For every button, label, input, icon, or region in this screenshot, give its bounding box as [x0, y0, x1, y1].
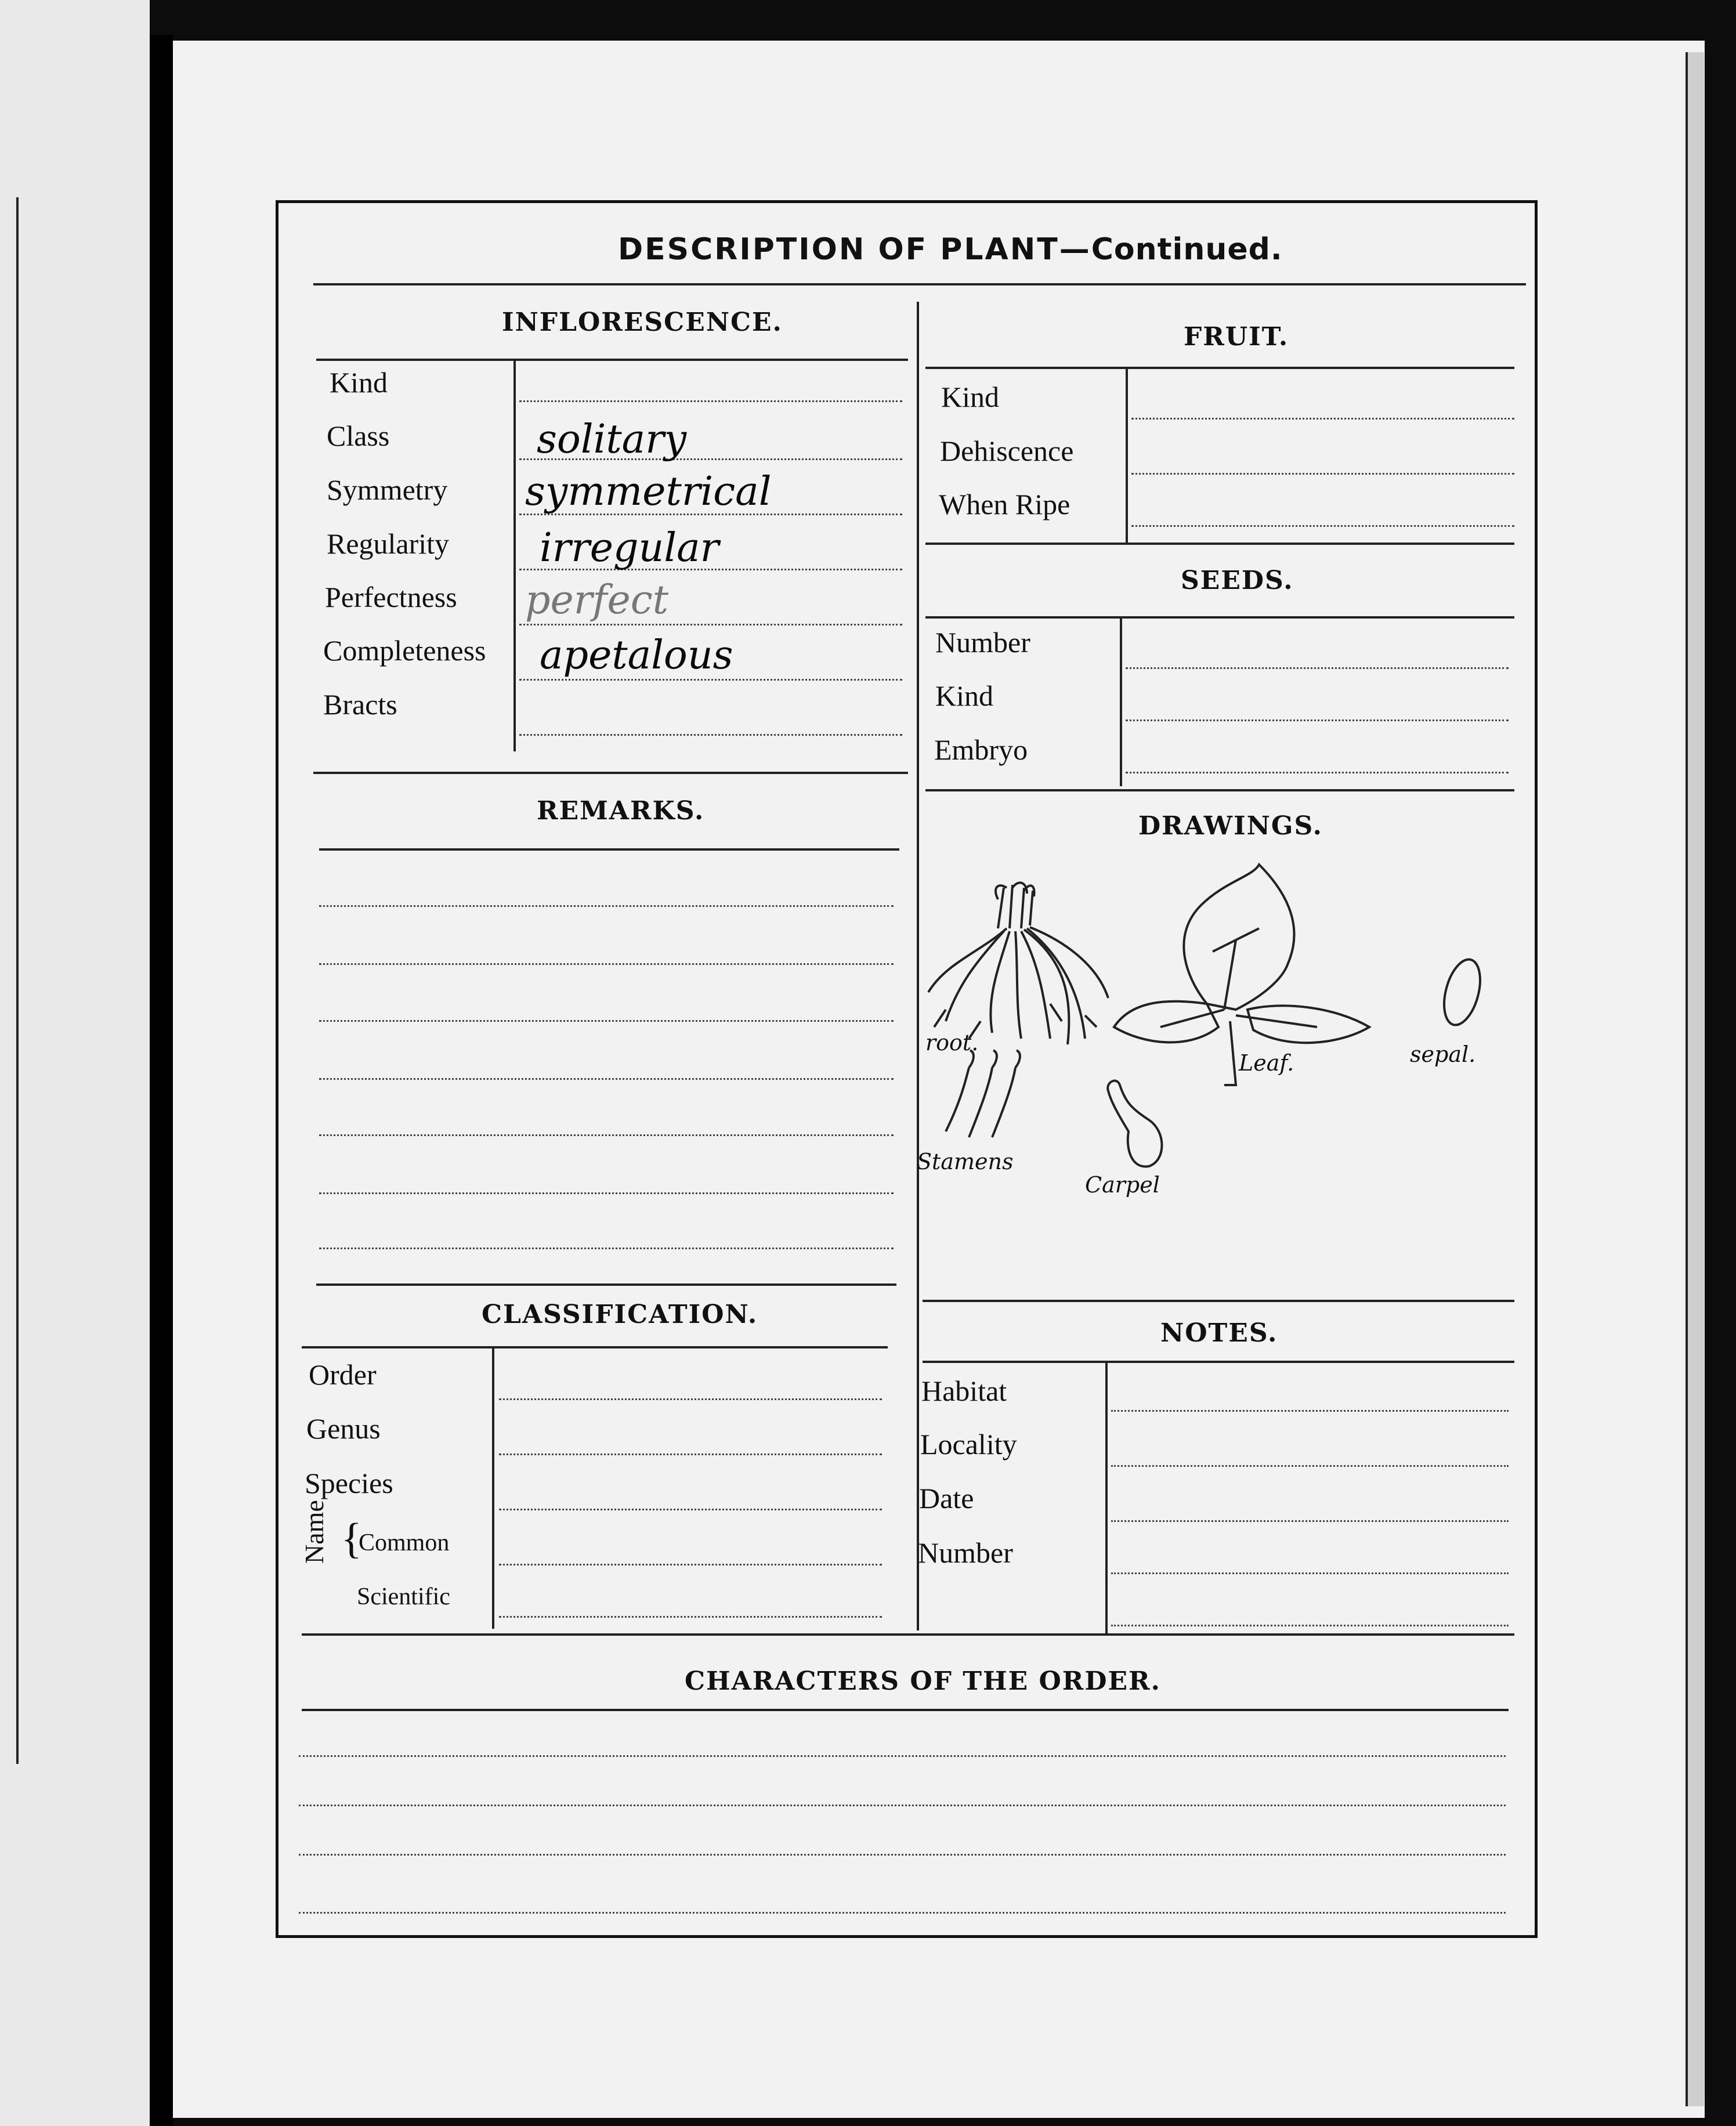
inflorescence-value-class: solitary: [537, 417, 687, 462]
fruit-label-when-ripe: When Ripe: [939, 488, 1070, 520]
classification-label-species: Species: [305, 1467, 393, 1499]
classification-field-line: [499, 1616, 882, 1618]
fruit-label-kind: Kind: [941, 381, 999, 413]
characters-line: [299, 1755, 1506, 1757]
inflorescence-field-line: [519, 679, 902, 681]
remarks-line: [319, 1134, 894, 1136]
inflorescence-label-regularity: Regularity: [327, 527, 450, 560]
inflorescence-value-regularity: irregular: [540, 525, 719, 571]
stamens-drawing: [946, 1050, 1020, 1137]
fruit-top-rule: [925, 367, 1514, 369]
caption-stamens: Stamens: [917, 1149, 1014, 1174]
notes-field-line: [1111, 1572, 1509, 1574]
notes-label-number: Number: [918, 1536, 1013, 1569]
classification-field-line: [499, 1398, 882, 1400]
remarks-line: [319, 1078, 894, 1080]
fruit-field-line: [1131, 525, 1514, 527]
notes-label-date: Date: [919, 1482, 974, 1514]
characters-heading-rule: [302, 1709, 1509, 1711]
caption-carpel: Carpel: [1085, 1172, 1160, 1198]
title-dash: —: [1059, 232, 1091, 267]
inflorescence-label-completeness: Completeness: [323, 634, 486, 667]
classification-field-line: [499, 1564, 882, 1565]
remarks-line: [319, 963, 894, 965]
fruit-heading: FRUIT.: [1184, 322, 1289, 352]
fruit-label-dehiscence: Dehiscence: [940, 435, 1074, 467]
remarks-heading: REMARKS.: [537, 796, 705, 826]
inflorescence-label-class: Class: [327, 420, 390, 452]
notes-field-line: [1111, 1625, 1509, 1626]
fruit-field-line: [1131, 473, 1514, 475]
classification-name-label: Name: [299, 1500, 329, 1564]
inflorescence-heading: INFLORESCENCE.: [502, 308, 783, 337]
seeds-heading: SEEDS.: [1181, 566, 1294, 595]
fruit-bottom-rule: [925, 543, 1514, 545]
inflorescence-label-perfectness: Perfectness: [325, 581, 457, 613]
inflorescence-label-symmetry: Symmetry: [327, 473, 448, 506]
seeds-field-line: [1126, 772, 1509, 773]
classification-label-common: Common: [359, 1530, 450, 1556]
inflorescence-field-line: [519, 734, 902, 736]
sepal-drawing: [1438, 956, 1487, 1029]
book-spine: [150, 35, 173, 2126]
inflorescence-label-kind: Kind: [330, 366, 388, 399]
remarks-top-rule: [319, 848, 899, 851]
characters-line: [299, 1912, 1506, 1914]
seeds-field-line: [1126, 719, 1509, 721]
remarks-line: [319, 1192, 894, 1194]
notes-label-locality: Locality: [920, 1428, 1017, 1460]
title-continued: Continued.: [1091, 232, 1283, 267]
seeds-label-number: Number: [935, 626, 1030, 659]
characters-line: [299, 1854, 1506, 1856]
caption-leaf: Leaf.: [1239, 1050, 1294, 1076]
root-drawing: [928, 883, 1108, 1044]
notes-heading: NOTES.: [1160, 1318, 1278, 1348]
inflorescence-value-symmetry: symmetrical: [525, 469, 772, 515]
characters-top-rule: [302, 1633, 1514, 1636]
inflorescence-label-bracts: Bracts: [323, 688, 397, 721]
inflorescence-top-rule: [316, 359, 908, 361]
remarks-line: [319, 1020, 894, 1022]
seeds-label-kind: Kind: [935, 679, 993, 712]
fruit-column-rule: [1126, 368, 1128, 543]
classification-heading: CLASSIFICATION.: [482, 1300, 758, 1329]
classification-top-rule: [302, 1346, 888, 1348]
title-main: DESCRIPTION OF PLANT: [618, 232, 1059, 267]
notes-field-line: [1111, 1465, 1509, 1467]
characters-heading: CHARACTERS OF THE ORDER.: [685, 1666, 1161, 1696]
seeds-column-rule: [1120, 618, 1122, 786]
classification-column-rule: [492, 1347, 494, 1629]
notes-label-habitat: Habitat: [921, 1375, 1007, 1407]
seeds-label-embryo: Embryo: [934, 733, 1028, 766]
remarks-line: [319, 1248, 894, 1249]
facing-page-rule: [16, 197, 19, 1764]
carpel-drawing: [1108, 1081, 1162, 1167]
seeds-top-rule: [925, 616, 1514, 619]
classification-field-line: [499, 1454, 882, 1455]
inflorescence-bottom-rule: [313, 772, 908, 774]
classification-label-order: Order: [309, 1358, 377, 1391]
notes-top-rule: [923, 1361, 1514, 1363]
facing-page: [0, 0, 150, 2126]
drawings-bottom-rule: [923, 1300, 1514, 1302]
inflorescence-value-perfectness: perfect: [525, 577, 669, 623]
classification-field-line: [499, 1509, 882, 1510]
seeds-bottom-rule: [925, 789, 1514, 791]
seeds-field-line: [1126, 667, 1509, 669]
name-brace-icon: {: [341, 1515, 362, 1563]
notes-field-line: [1111, 1520, 1509, 1522]
drawings-heading: DRAWINGS.: [1138, 811, 1323, 841]
page-edge: [1686, 52, 1704, 2106]
characters-line: [299, 1805, 1506, 1806]
fruit-field-line: [1131, 418, 1514, 420]
title-rule: [313, 283, 1526, 285]
classification-label-scientific: Scientific: [357, 1583, 450, 1610]
remarks-line: [319, 905, 894, 907]
form-title: [618, 232, 1283, 267]
caption-sepal: sepal.: [1410, 1042, 1476, 1067]
inflorescence-field-line: [519, 624, 902, 625]
inflorescence-column-rule: [513, 360, 516, 751]
inflorescence-value-completeness: apetalous: [540, 632, 733, 678]
classification-label-genus: Genus: [306, 1412, 381, 1445]
caption-root: root.: [925, 1030, 979, 1055]
notes-field-line: [1111, 1410, 1509, 1412]
inflorescence-field-line: [519, 400, 902, 402]
remarks-bottom-rule: [316, 1283, 896, 1286]
notes-column-rule: [1105, 1362, 1108, 1635]
